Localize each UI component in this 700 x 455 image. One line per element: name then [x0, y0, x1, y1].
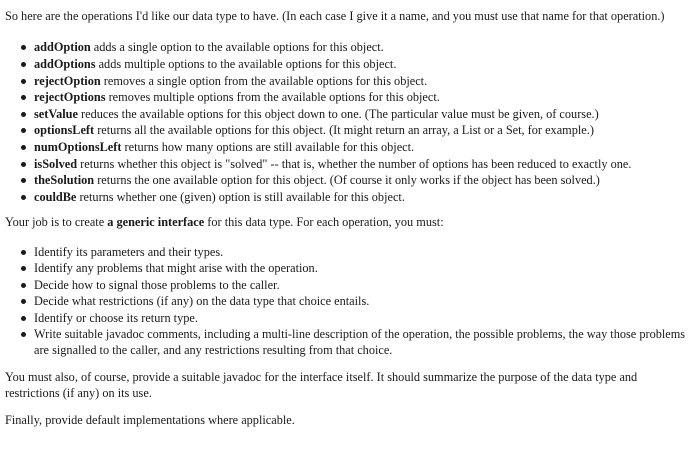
operation-name: rejectOptions — [34, 90, 106, 105]
operation-name: numOptionsLeft — [34, 139, 122, 154]
operation-name: isSolved — [34, 156, 78, 171]
list-item — [5, 172, 694, 188]
steps-list — [5, 244, 694, 359]
job-text-after: for this data type. For each operation, you must: — [204, 215, 444, 230]
list-item: Decide what restrictions (if any) on the data type that choice entails. — [5, 293, 694, 309]
operations-list — [5, 39, 694, 205]
operation-description: adds a single option to the available options for this object. — [90, 40, 384, 55]
list-item — [5, 189, 694, 205]
job-text-before: Your job is to create — [5, 215, 108, 230]
operation-description: returns whether this object is "solved" -- that is, whether the number of options has been reduced to exactly one. — [77, 156, 632, 171]
operation-name: addOptions — [34, 57, 96, 71]
list-item — [5, 139, 694, 155]
operation-description: removes a single option from the available options for this object. — [100, 73, 428, 88]
list-item — [5, 89, 694, 105]
operation-name: addOption — [34, 40, 91, 55]
job-paragraph — [5, 214, 694, 230]
operation-description: returns how many options are still available for this object. — [121, 139, 415, 154]
operation-name: optionsLeft — [34, 123, 95, 138]
list-item — [5, 122, 694, 138]
list-item: Decide how to signal those problems to the caller. — [5, 277, 694, 293]
list-item: Write suitable javadoc comments, including a multi-line description of the operation, the possible problems, the way those problems are signalled to the caller, and any restrictions resulting from that choice. — [5, 326, 694, 359]
list-item — [5, 106, 694, 122]
list-item — [5, 73, 694, 89]
operation-name: rejectOption — [34, 73, 101, 88]
list-item — [5, 39, 694, 55]
operation-description: returns all the available options for this object. (It might return an array, a List or a Set, for example.) — [94, 123, 594, 138]
job-text-bold: a generic interface — [107, 215, 205, 230]
operation-description: removes multiple options from the available options for this object. — [105, 90, 440, 105]
javadoc-paragraph: You must also, of course, provide a suitable javadoc for the interface itself. It should summarize the purpose of the data type and restrictions (if any) on its use. — [5, 369, 638, 401]
list-item: Identify its parameters and their types. — [5, 244, 694, 260]
intro-paragraph: So here are the operations I'd like our data type to have. (In each case I give it a name, and you must use that name for that operation.) — [5, 9, 665, 23]
list-item — [5, 156, 694, 172]
list-item: Identify or choose its return type. — [5, 310, 694, 326]
finally-paragraph: Finally, provide default implementations where applicable. — [5, 412, 295, 427]
operation-description: reduces the available options for this object down to one. (The particular value must be given, of course.) — [77, 106, 599, 121]
operation-name: setValue — [34, 106, 78, 121]
operation-description: returns the one available option for this object. (Of course it only works if the object has been solved.) — [94, 173, 600, 188]
operation-description: returns whether one (given) option is still available for this object. — [76, 189, 405, 204]
operation-name: couldBe — [34, 189, 77, 204]
operation-name: theSolution — [34, 173, 95, 188]
list-item: Identify any problems that might arise with the operation. — [5, 260, 694, 276]
list-item — [5, 56, 694, 72]
operation-description: adds multiple options to the available options for this object. — [95, 57, 397, 71]
